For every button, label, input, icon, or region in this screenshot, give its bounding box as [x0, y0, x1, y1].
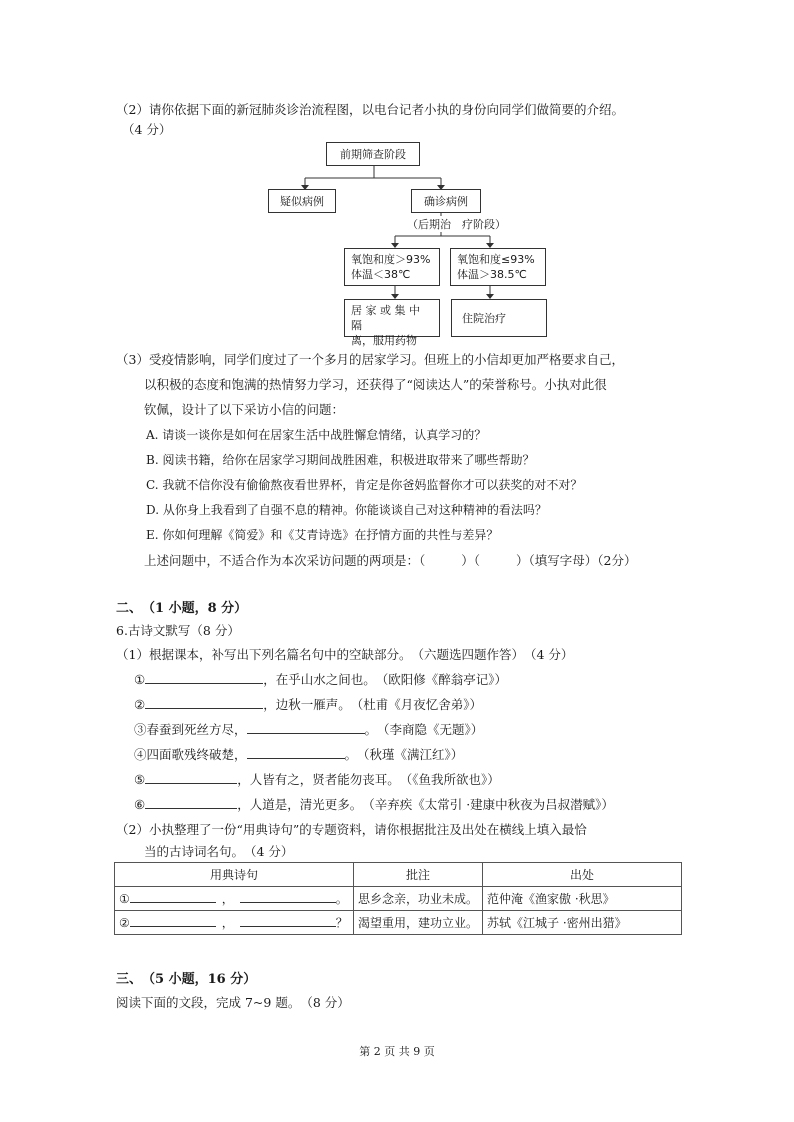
table-row-1-blank-a[interactable] — [130, 890, 216, 903]
fill-item-4-num: ④ — [134, 747, 147, 762]
flow-later-stage-label: （后期治 疗阶段） — [407, 218, 506, 231]
table-row-2-blank-a[interactable] — [130, 914, 216, 927]
fill-item-6-num: ⑥ — [134, 797, 146, 812]
q3-option-b: B. 阅读书籍，给你在居家学习期间战胜困难，积极进取带来了哪些帮助？ — [146, 453, 535, 467]
fill-item-3-before: 春蚕到死丝方尽， — [146, 722, 247, 737]
q3-line1: （3）受疫情影响，同学们度过了一个多月的居家学习。但班上的小信却更加严格要求自己， — [116, 352, 624, 367]
q6-sub1: （1）根据课本，补写出下列名篇名句中的空缺部分。 （六题选四题作答） （4 分） — [116, 647, 574, 662]
flow-condition-severe-temp: 体温＞38.5℃ — [457, 268, 527, 281]
fill-item-6-text: ，人道是，清光更多。 （辛弃疾《太常引 ·建康中秋夜为吕叔潜赋》） — [237, 797, 614, 812]
table-header-row — [115, 863, 682, 887]
flow-condition-severe-oxygen: 氧饱和度≤93% — [457, 253, 535, 266]
fill-item-1 — [134, 670, 507, 688]
table-row-2-verse — [115, 911, 354, 935]
section3-heading: 三、 （5 小题，16 分） — [116, 972, 257, 987]
table-row-1-num: ① — [119, 892, 130, 906]
flow-box-screening — [326, 142, 420, 166]
q3-answer-line — [144, 551, 637, 569]
q3-line2: 以积极的态度和饱满的热情努力学习，还获得了“阅读达人”的荣誉称号。小执对此很 — [144, 377, 607, 392]
flow-box-condition-mild — [344, 248, 440, 286]
fill-item-4-blank[interactable] — [247, 746, 345, 759]
fill-item-3 — [134, 720, 483, 738]
fill-item-2 — [134, 695, 482, 713]
table-row-2-num: ② — [119, 916, 130, 930]
q6-title: 6.古诗文默写（8 分） — [116, 623, 240, 638]
table-row — [115, 887, 682, 911]
q3-answer-suffix: ）（填写字母）（2分） — [516, 553, 637, 568]
fill-item-1-blank[interactable] — [145, 671, 263, 684]
fill-item-6-blank[interactable] — [145, 796, 237, 809]
flow-box-confirmed-label: 确诊病例 — [424, 194, 468, 208]
flow-box-condition-severe — [450, 248, 546, 286]
flow-home-isolation-line2: 离，服用药物 — [351, 334, 417, 347]
table-row-1-blank-b[interactable] — [240, 890, 336, 903]
fill-item-1-text: ，在乎山水之间也。 （欧阳修《醉翁亭记》） — [263, 672, 507, 687]
q3-option-c: C. 我就不信你没有偷偷熬夜看世界杯，肯定是你爸妈监督你才可以获奖的对不对？ — [146, 478, 583, 492]
table-row-2-end: ？ — [335, 916, 348, 930]
q3-answer-mid: ）（ — [461, 553, 481, 568]
fill-item-3-text: 。 （李商隐《无题》） — [364, 722, 484, 737]
flow-box-suspected-label: 疑似病例 — [280, 194, 324, 208]
table-row-2-blank-b[interactable] — [240, 914, 336, 927]
fill-item-4 — [134, 745, 463, 763]
table-row-2-note: 渴望重用，建功立业。 — [354, 911, 483, 935]
fill-item-3-blank[interactable] — [247, 721, 365, 734]
table-row — [115, 911, 682, 935]
table-row-2-source: 苏轼《江城子 ·密州出猎》 — [483, 911, 682, 935]
q3-answer-prefix: 上述问题中，不适合作为本次采访问题的两项是：（ — [144, 553, 426, 568]
table-row-1-comma: ， — [221, 892, 234, 906]
table-row-1-note: 思乡念亲，功业未成。 — [354, 887, 483, 911]
table-header-note: 批注 — [354, 863, 483, 887]
section3-intro: 阅读下面的文段，完成 7~9 题。 （8 分） — [116, 995, 350, 1010]
table-row-2-comma: ， — [221, 916, 234, 930]
fill-item-2-blank[interactable] — [145, 696, 263, 709]
q2-score: （4 分） — [122, 122, 172, 137]
table-row-1-end: 。 — [335, 892, 348, 906]
flowchart-arrows — [0, 0, 794, 345]
fill-item-2-text: ，边秋一雁声。 （杜甫《月夜忆舍弟》） — [263, 697, 482, 712]
flow-box-suspected — [268, 189, 336, 213]
flow-box-home-isolation — [344, 299, 440, 347]
table-header-verse: 用典诗句 — [115, 863, 354, 887]
flow-hospital-label: 住院治疗 — [462, 311, 506, 325]
q3-option-a: A. 请谈一谈你是如何在居家生活中战胜懈怠情绪，认真学习的？ — [146, 428, 487, 442]
allusion-table — [114, 862, 682, 935]
flow-box-screening-label: 前期筛查阶段 — [340, 147, 406, 161]
table-row-1-verse — [115, 887, 354, 911]
q6-sub2-line1: （2）小执整理了一份“用典诗句”的专题资料，请你根据批注及出处在横线上填入最恰 — [116, 822, 587, 837]
flow-condition-mild-oxygen: 氧饱和度＞93% — [351, 253, 431, 266]
q3-line3: 钦佩，设计了以下采访小信的问题： — [144, 402, 345, 417]
table-row-1-source: 范仲淹《渔家傲 ·秋思》 — [483, 887, 682, 911]
q2-line1: （2）请你依据下面的新冠肺炎诊治流程图，以电台记者小执的身份向同学们做简要的介绍。 — [116, 102, 624, 117]
fill-item-6 — [134, 795, 614, 813]
flow-box-confirmed — [411, 189, 481, 213]
q3-option-e: E. 你如何理解《简爱》和《艾青诗选》在抒情方面的共性与差异？ — [146, 528, 499, 542]
fill-item-4-before: 四面歌残终破楚， — [146, 747, 247, 762]
q6-sub2-line2: 当的古诗词名句。 （4 分） — [144, 844, 294, 859]
fill-item-5-text: ，人皆有之，贤者能勿丧耳。 （《鱼我所欲也》） — [237, 772, 500, 787]
fill-item-3-num: ③ — [134, 722, 147, 737]
fill-item-5-num: ⑤ — [134, 772, 146, 787]
fill-item-1-num: ① — [134, 672, 146, 687]
page-footer: 第 2 页 共 9 页 — [359, 1045, 435, 1058]
fill-item-5 — [134, 770, 500, 788]
flow-condition-mild-temp: 体温＜38℃ — [351, 268, 411, 281]
q3-option-d: D. 从你身上我看到了自强不息的精神。你能谈谈自己对这种精神的看法吗？ — [146, 503, 547, 517]
table-header-source: 出处 — [483, 863, 682, 887]
fill-item-4-text: 。 （秋瑾《满江红》） — [344, 747, 464, 762]
section2-heading: 二、 （1 小题，8 分） — [116, 601, 248, 616]
flow-box-hospital — [451, 299, 547, 337]
fill-item-5-blank[interactable] — [145, 771, 237, 784]
flow-home-isolation-line1: 居 家 或 集 中 隔 — [351, 304, 420, 332]
fill-item-2-num: ② — [134, 697, 146, 712]
